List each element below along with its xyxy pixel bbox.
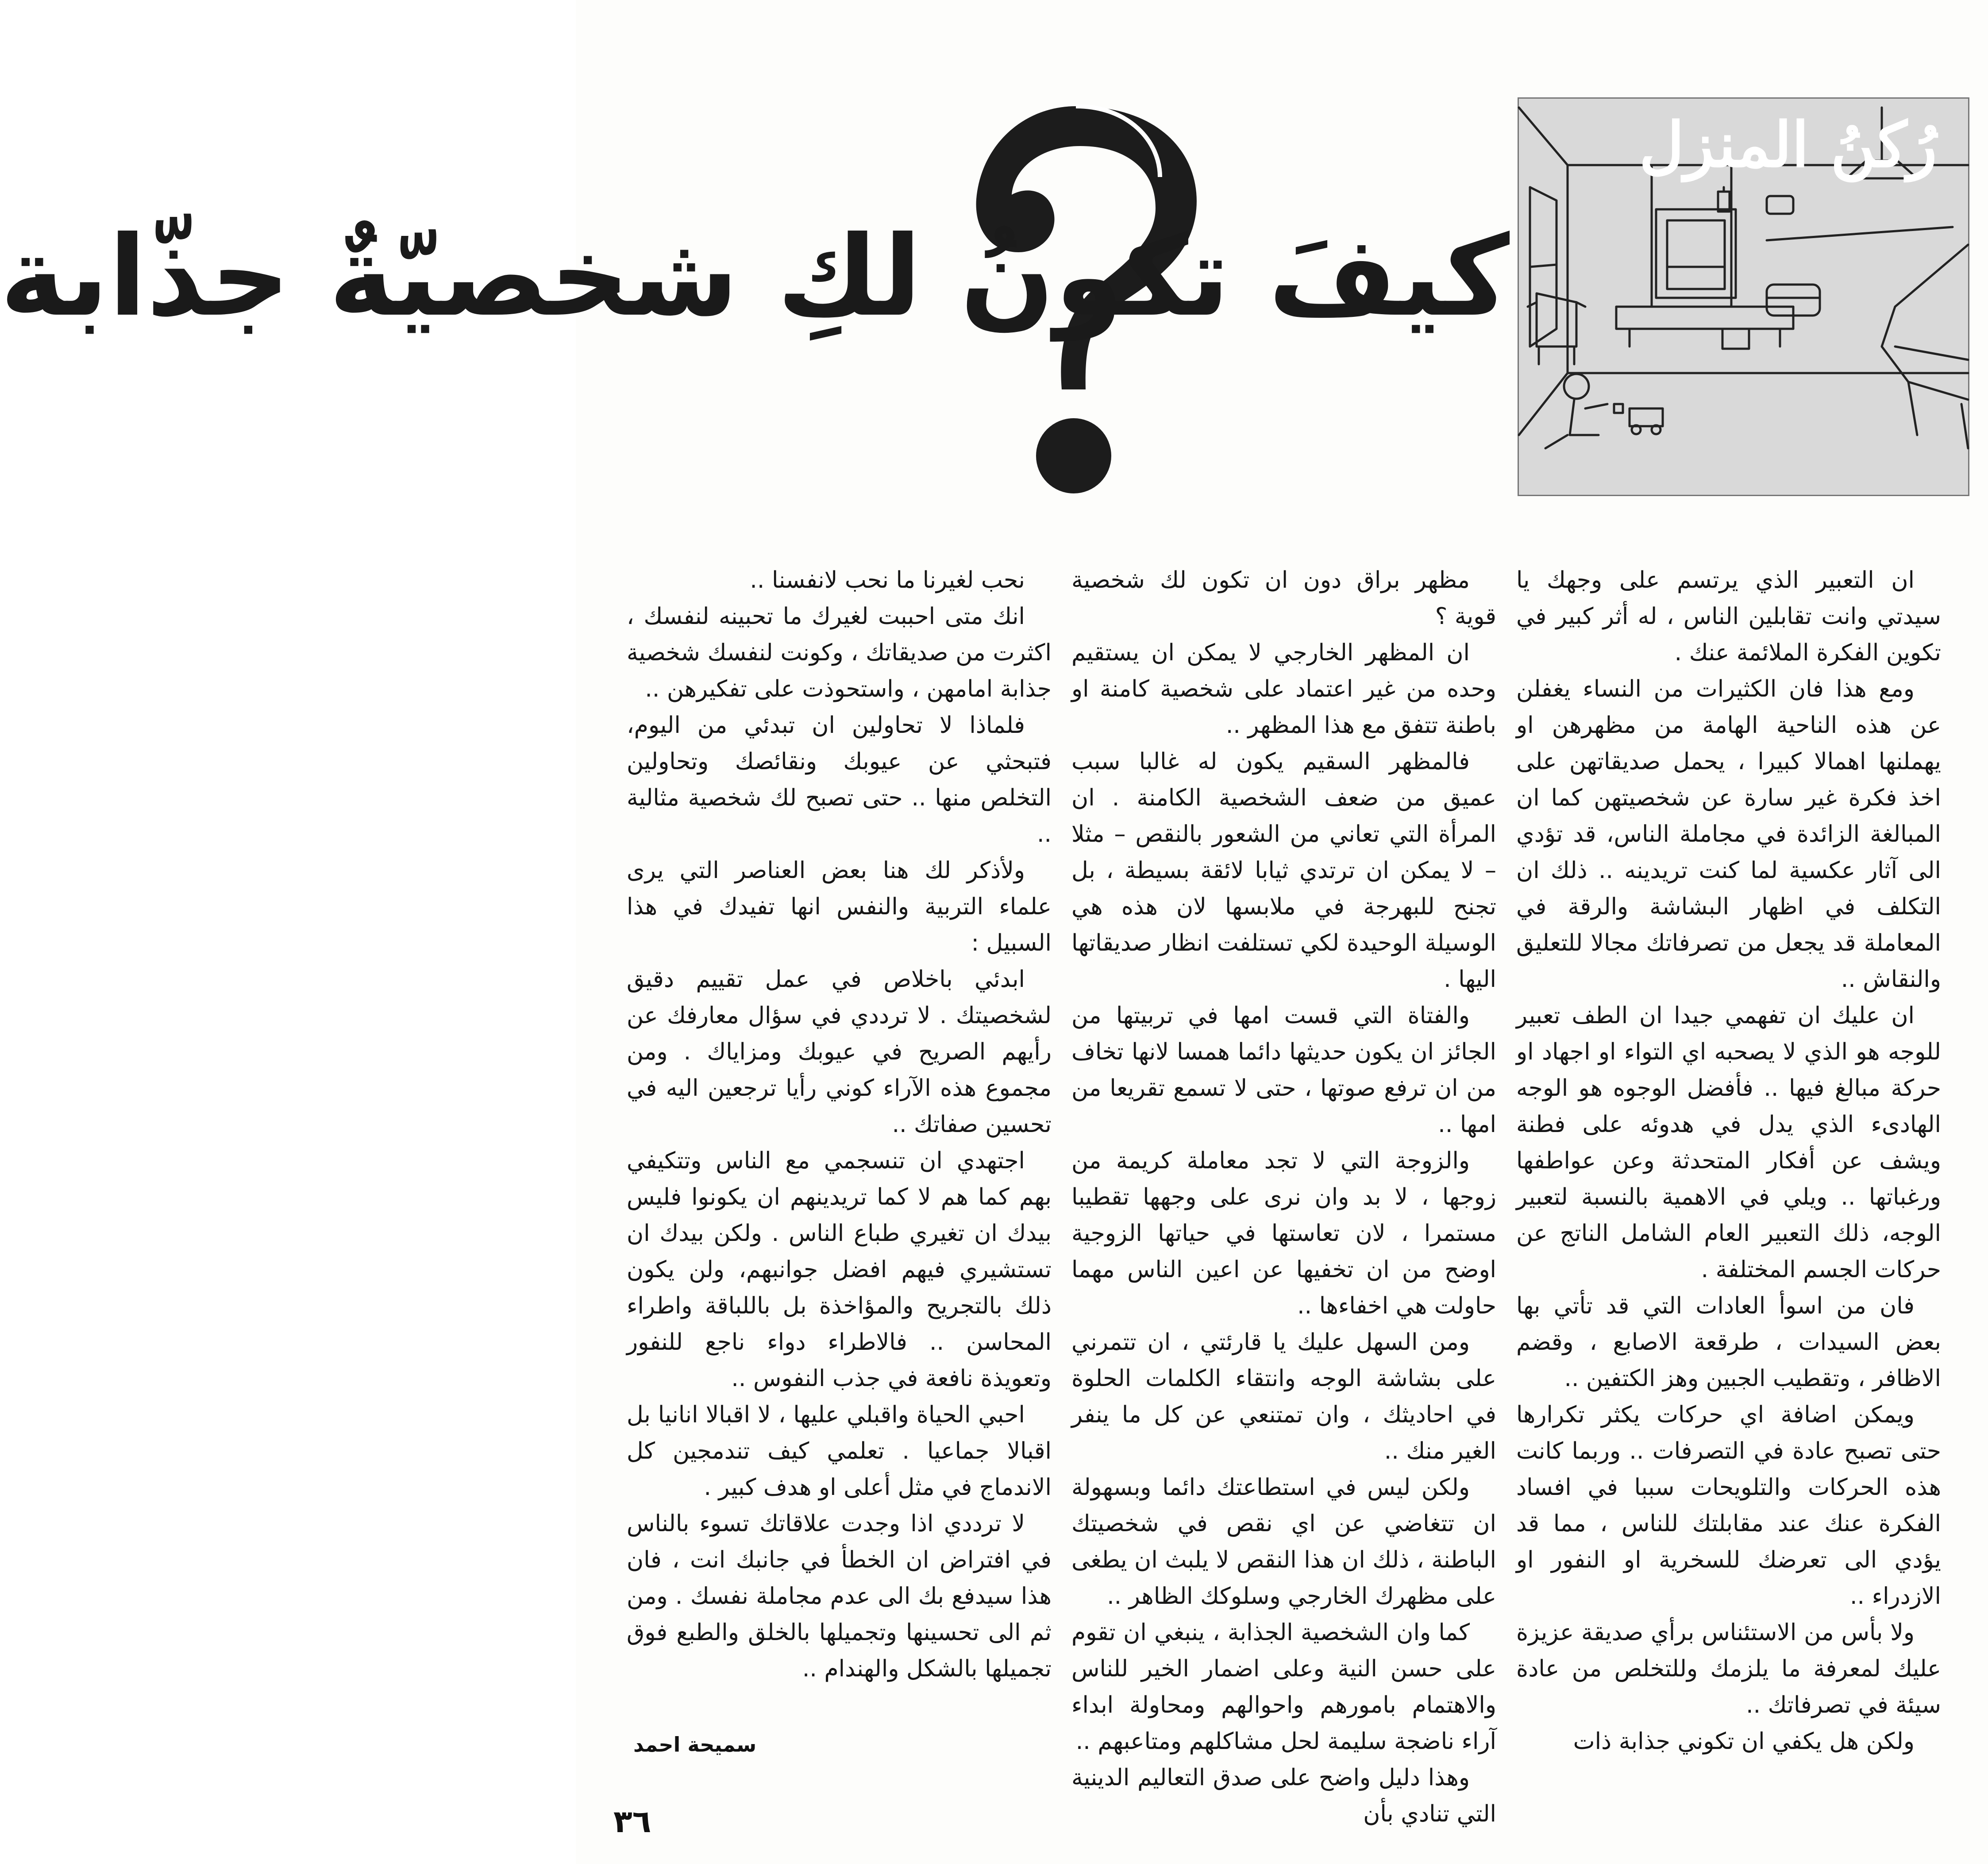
living-room-illustration xyxy=(1518,97,1969,496)
paragraph: والزوجة التي لا تجد معاملة كريمة من زوجها ، لا بد وان نرى على وجهها تقطيبا مستمرا ، لان تعاستها في حياتها الزوجية اوضح من ان تخفيها عن اعين الناس مهما حاولت هي اخفاءها .. xyxy=(1071,1148,1496,1319)
paragraph: اجتهدي ان تنسجمي مع الناس وتتكيفي بهم كما هم لا كما تريدينهم ان يكونوا فليس بيدك ان تغيري طباع الناس . ولكن بيدك ان تستشيري فيهم افضل جوانبهم، ولن يكون ذلك بالتجريح والمؤاخذة بل باللباقة واطراء المحاسن .. فالاطراء دواء ناجع للنفور وتعويذة نافعة في جذب النفوس .. xyxy=(627,1148,1052,1392)
paragraph: مظهر براق دون ان تكون لك شخصية قوية ؟ xyxy=(1071,567,1496,630)
paragraph: ولكن ليس في استطاعتك دائما وبسهولة ان تتغاضي عن اي نقص في شخصيتك الباطنة ، ذلك ان هذا النقص لا يلبث ان يطغى على مظهرك الخارجي وسلوكك الظاهر .. xyxy=(1071,1474,1496,1610)
paragraph: ان التعبير الذي يرتسم على وجهك يا سيدتي وانت تقابلين الناس ، له أثر كبير في تكوين الفكرة الملائمة عنك . xyxy=(1516,567,1941,666)
paragraph: انك متى احببت لغيرك ما تحبينه لنفسك ، اكثرت من صديقاتك ، وكونت لنفسك شخصية جذابة امامهن ، واستحوذت على تفكيرهن .. xyxy=(627,603,1052,702)
paragraph: فلماذا لا تحاولين ان تبدئي من اليوم، فتبحثي عن عيوبك ونقائصك وتحاولين التخلص منها .. حتى تصبح لك شخصية مثالية .. xyxy=(627,712,1052,847)
paragraph: والفتاة التي قست امها في تربيتها من الجائز ان يكون حديثها دائما همسا لانها تخاف من ان ترفع صوتها ، حتى لا تسمع تقريعا من امها .. xyxy=(1071,1002,1496,1138)
paragraph: ومن السهل عليك يا قارئتي ، ان تتمرني على بشاشة الوجه وانتقاء الكلمات الحلوة في احاديثك ، وان تمتنعي عن كل ما ينفر الغير منك .. xyxy=(1071,1329,1496,1464)
paragraph: ان عليك ان تفهمي جيدا ان الطف تعبير للوجه هو الذي لا يصحبه اي التواء او اجهاد او حركة مبالغ فيها .. فأفضل الوجوه هو الوجه الهادىء الذي يدل في هدوئه على فطنة ويشف عن أفكار المتحدثة وعن عواطفها ورغباتها .. ويلي في الاهمية بالنسبة لتعبير الوجه، ذلك التعبير العام الشامل الناتج عن حركات الجسم المختلفة . xyxy=(1516,1002,1941,1283)
paragraph: لا ترددي اذا وجدت علاقاتك تسوء بالناس في افتراض ان الخطأ في جانبك انت ، فان هذا سيدفع بك الى عدم مجاملة نفسك . ومن ثم الى تحسينها وتجميلها بالخلق والطبع فوق تجميلها بالشكل والهندام .. xyxy=(627,1510,1052,1682)
section-label: رُكنُ المنزل xyxy=(1639,109,1937,181)
article-column-right xyxy=(1516,562,1941,1755)
paragraph: ويمكن اضافة اي حركات يكثر تكرارها حتى تصبح عادة في التصرفات .. وربما كانت هذه الحركات والتلويحات سببا في افساد الفكرة عنك عند مقابلتك للناس ، مما قد يؤدي الى تعرضك للسخرية او النفور او الازدراء .. xyxy=(1516,1402,1941,1610)
article-column-left xyxy=(627,562,1052,1695)
paragraph: ابدئي باخلاص في عمل تقييم دقيق لشخصيتك . لا ترددي في سؤال معارفك عن رأيهم الصريح في عيوبك ومزاياك . ومن مجموع هذه الآراء كوني رأيا ترجعين اليه في تحسين صفاتك .. xyxy=(627,966,1052,1138)
article-column-middle xyxy=(1071,562,1496,1827)
paragraph: فالمظهر السقيم يكون له غالبا سبب عميق من ضعف الشخصية الكامنة . ان المرأة التي تعاني من الشعور بالنقص – مثلا – لا يمكن ان ترتدي ثيابا لائقة بسيطة ، بل تجنح للبهرجة في ملابسها لان هذه هي الوسيلة الوحيدة لكي تستلفت انظار صديقاتها اليها . xyxy=(1071,748,1496,993)
author-byline: سميحة احمد xyxy=(633,1733,757,1756)
paragraph: ولأذكر لك هنا بعض العناصر التي يرى علماء التربية والنفس انها تفيدك في هذا السبيل : xyxy=(627,857,1052,956)
paragraph: ومع هذا فان الكثيرات من النساء يغفلن عن هذه الناحية الهامة من مظهرهن او يهملنها اهمالا كبيرا ، يحمل صديقاتهن على اخذ فكرة غير سارة عن شخصيتهن كما ان المبالغة الزائدة في مجاملة الناس، قد تؤدي الى آثار عكسية لما كنت تريدينه .. ذلك ان التكلف في اظهار البشاشة والرقة في المعاملة قد يجعل من تصرفاتك مجالا للتعليق والنقاش .. xyxy=(1516,676,1941,993)
paragraph: وهذا دليل واضح على صدق التعاليم الدينية التي تنادي بأن xyxy=(1071,1764,1496,1827)
article-header xyxy=(0,0,1988,522)
paragraph: كما وان الشخصية الجذابة ، ينبغي ان تقوم على حسن النية وعلى اضمار الخير للناس والاهتمام بامورهم واحوالهم ومحاولة ابداء آراء ناضجة سليمة لحل مشاكلهم ومتاعبهم .. xyxy=(1071,1619,1496,1755)
paragraph: فان من اسوأ العادات التي قد تأتي بها بعض السيدات ، طرقعة الاصابع ، وقضم الاظافر ، وتقطيب الجبين وهز الكتفين .. xyxy=(1516,1293,1941,1392)
article-headline: كيفَ تكونُ لكِ شخصيّةٌ جذّابة xyxy=(0,212,1510,341)
paragraph: احبي الحياة واقبلي عليها ، لا اقبالا انانيا بل اقبالا جماعيا . تعلمي كيف تندمجين كل الاندماج في مثل أعلى او هدف كبير . xyxy=(627,1402,1052,1501)
paragraph: ان المظهر الخارجي لا يمكن ان يستقيم وحده من غير اعتماد على شخصية كامنة او باطنة تتفق مع هذا المظهر .. xyxy=(1071,639,1496,739)
page-number: ٣٦ xyxy=(613,1803,651,1840)
paragraph: نحب لغيرنا ما نحب لانفسنا .. xyxy=(750,567,1025,593)
paragraph: ولكن هل يكفي ان تكوني جذابة ذات xyxy=(1573,1728,1915,1755)
paragraph: ولا بأس من الاستئناس برأي صديقة عزيزة عليك لمعرفة ما يلزمك وللتخلص من عادة سيئة في تصرفاتك .. xyxy=(1516,1619,1941,1718)
